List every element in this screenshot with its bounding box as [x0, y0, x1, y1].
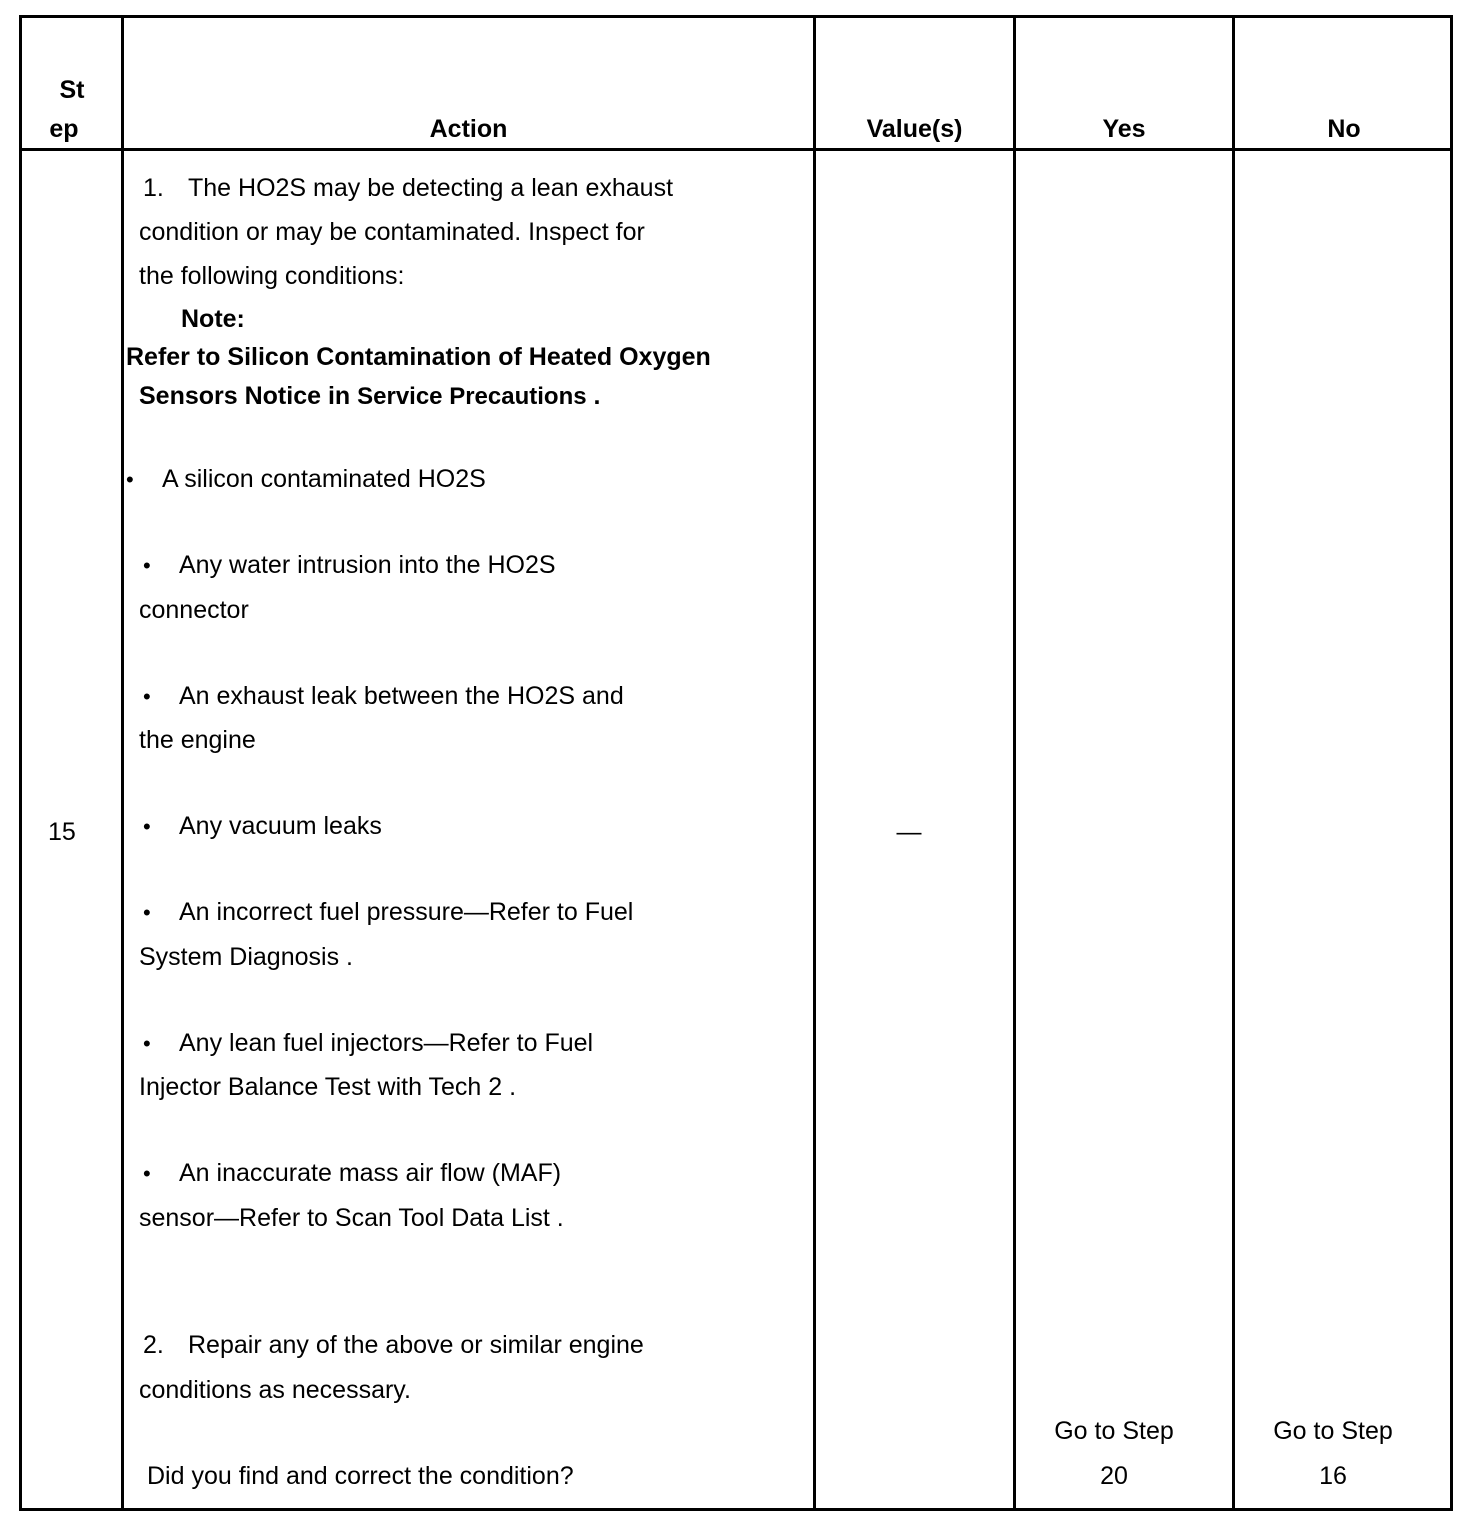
col-divider-step — [121, 15, 124, 1511]
header-step-line2: ep — [49, 115, 79, 143]
bullet-dot: • — [143, 684, 151, 709]
step-number: 15 — [48, 818, 76, 846]
bullet-dot: • — [143, 1161, 151, 1186]
bullet-item-2-line1: Any water intrusion into the HO2S — [179, 551, 556, 579]
no-step-number[interactable]: 16 — [1319, 1462, 1347, 1490]
header-no: No — [1327, 115, 1361, 143]
note-line2-text: Sensors Notice in — [139, 382, 351, 410]
item2-line2: conditions as necessary. — [139, 1376, 411, 1404]
note-line1: Refer to Silicon Contamination of Heated Oxygen — [126, 343, 711, 371]
header-action: Action — [429, 115, 508, 143]
item1-line3: the following conditions: — [139, 262, 405, 290]
bullet-item-1: A silicon contaminated HO2S — [162, 465, 486, 493]
bullet-item-7-line1: An inaccurate mass air flow (MAF) — [179, 1159, 562, 1187]
no-go-to-step-label: Go to Step — [1273, 1417, 1393, 1445]
bullet-item-3-line2: the engine — [139, 726, 256, 754]
yes-step-number[interactable]: 20 — [1100, 1462, 1128, 1490]
note-label: Note: — [181, 305, 245, 333]
header-divider — [19, 148, 1453, 151]
item1-number: 1. — [143, 174, 164, 202]
header-yes: Yes — [1102, 115, 1146, 143]
bullet-item-6-line1: Any lean fuel injectors—Refer to Fuel — [179, 1029, 594, 1057]
bullet-dot: • — [126, 467, 134, 492]
value-dash: — — [896, 818, 922, 846]
item2-number: 2. — [143, 1331, 164, 1359]
question-text: Did you find and correct the condition? — [147, 1462, 574, 1490]
bullet-item-5-line1: An incorrect fuel pressure—Refer to Fuel — [179, 898, 634, 926]
bullet-dot: • — [143, 900, 151, 925]
col-divider-values — [1013, 15, 1016, 1511]
bullet-item-2-line2: connector — [139, 596, 249, 624]
item1-line1: The HO2S may be detecting a lean exhaust — [188, 174, 674, 202]
note-line2 — [139, 381, 600, 412]
bullet-item-3-line1: An exhaust leak between the HO2S and — [179, 682, 624, 710]
bullet-item-5-line2: System Diagnosis . — [139, 943, 353, 971]
bullet-item-7-line2: sensor—Refer to Scan Tool Data List . — [139, 1204, 564, 1232]
header-values: Value(s) — [866, 115, 963, 143]
col-divider-action — [813, 15, 816, 1511]
header-step-line1: St — [59, 76, 85, 104]
bullet-dot: • — [143, 814, 151, 839]
col-divider-yes — [1232, 15, 1235, 1511]
item2-line1: Repair any of the above or similar engine — [188, 1331, 644, 1359]
yes-go-to-step-label: Go to Step — [1054, 1417, 1174, 1445]
item1-line2: condition or may be contaminated. Inspect for — [139, 218, 645, 246]
bullet-dot: • — [143, 1031, 151, 1056]
service-precautions-link[interactable]: Service Precautions — [357, 383, 587, 410]
note-period: . — [593, 382, 601, 410]
bullet-item-6-line2: Injector Balance Test with Tech 2 . — [139, 1073, 517, 1101]
bullet-dot: • — [143, 553, 151, 578]
bullet-item-4: Any vacuum leaks — [179, 812, 382, 840]
